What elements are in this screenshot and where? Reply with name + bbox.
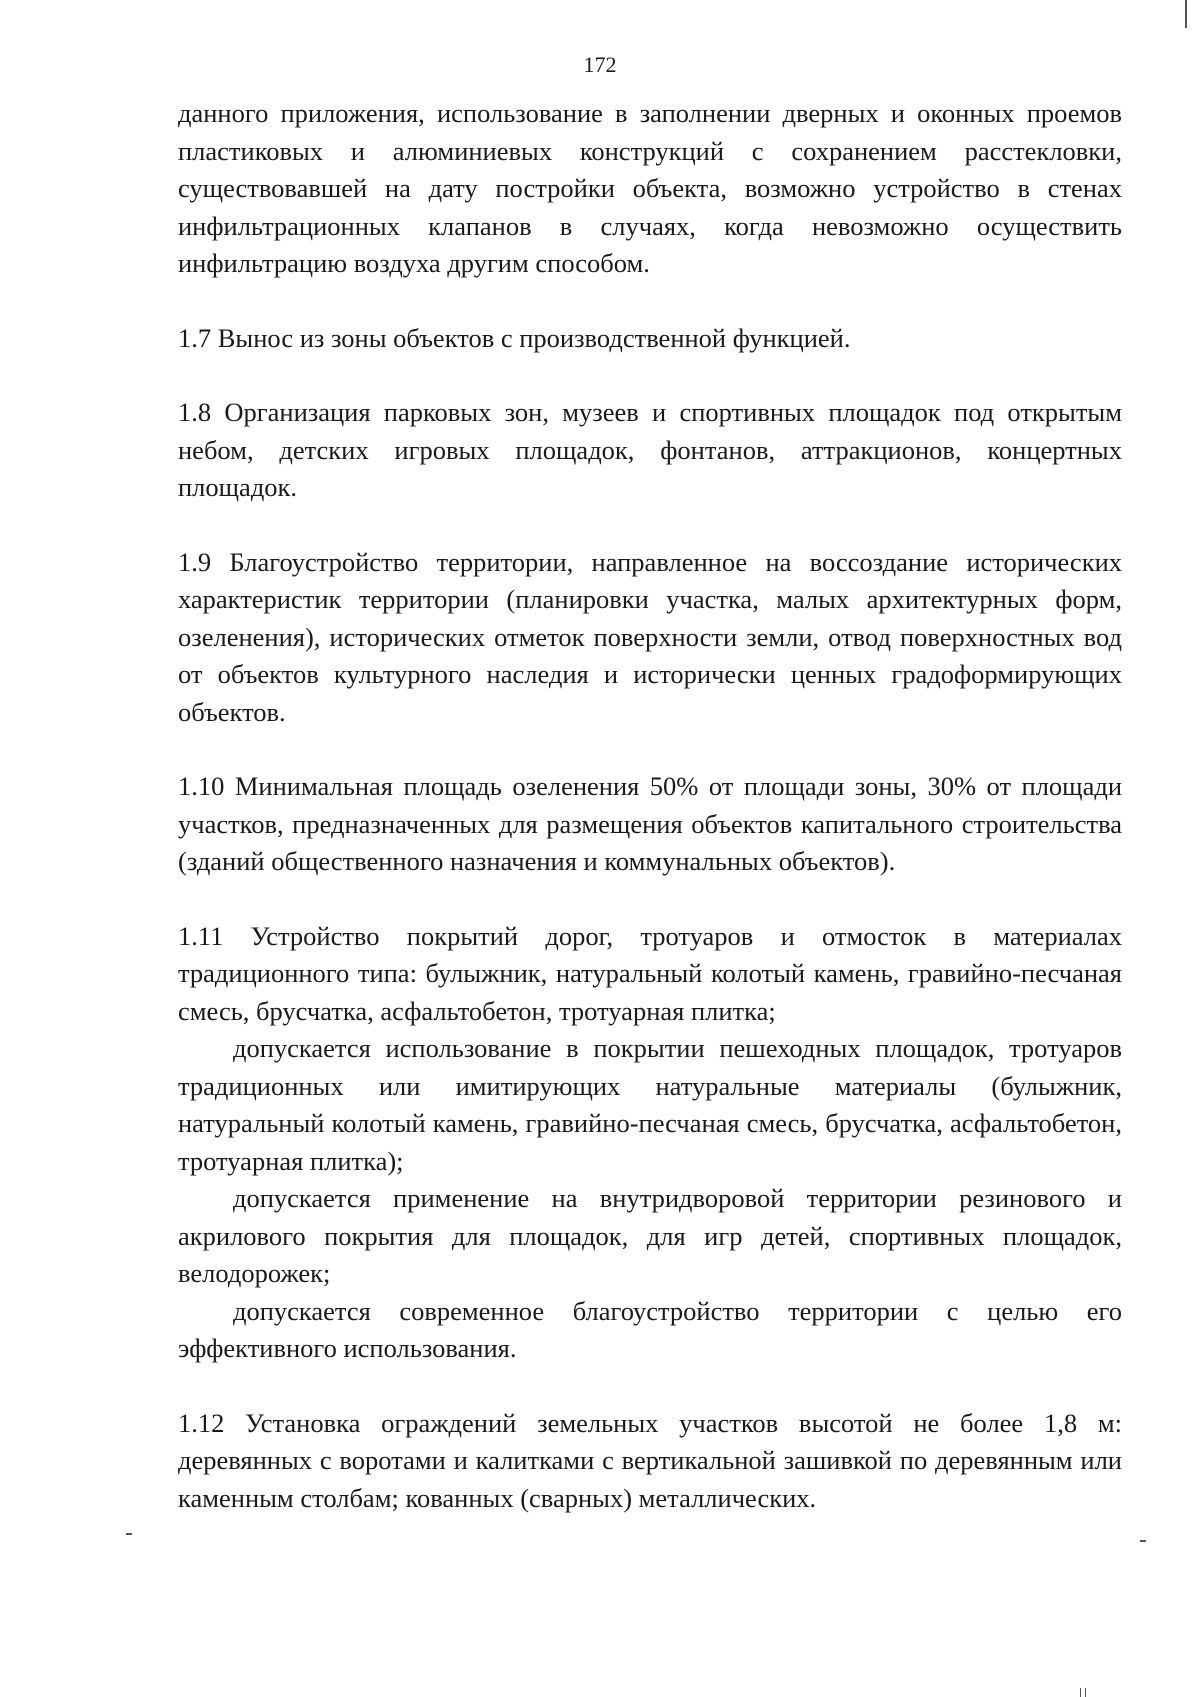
paragraph-1-11-allowance-pedestrian: допускается использование в покрытии пешеходных площадок, тротуаров традиционных или имитирующих натуральные материалы (булыжник, натуральный колотый камень, гравийно-песчаная смесь, брусчатка, асфальтобетон, тротуарная плитка); — [178, 1033, 1122, 1176]
scan-mark-top-right — [1185, 0, 1187, 28]
paragraph-1-11-allowance-rubber: допускается применение на внутридворовой территории резинового и акрилового покрытия для площадок, для игр детей, спортивных площадок, велодорожек; — [178, 1183, 1122, 1288]
scan-mark-bottom-right-2 — [1085, 1688, 1086, 1697]
page-number: 172 — [583, 52, 617, 77]
scan-mark-left — [126, 1533, 132, 1535]
scan-mark-right — [1140, 1540, 1146, 1542]
paragraph-1-10: 1.10 Минимальная площадь озеленения 50% от площади зоны, 30% от площади участков, предназначенных для размещения объектов капитального строительства (зданий общественного назначения и коммунальных объектов). — [178, 771, 1122, 876]
paragraph-1-11-allowance-modern: допускается современное благоустройство территории с целью его эффективного использования. — [178, 1295, 1122, 1363]
document-body — [178, 95, 1122, 1517]
paragraph-1-11: 1.11 Устройство покрытий дорог, тротуаров и отмосток в материалах традиционного типа: булыжник, натуральный колотый камень, гравийно-песчаная смесь, брусчатка, асфальтобетон, тротуарная плитка; — [178, 920, 1122, 1026]
paragraph-continuation: данного приложения, использование в заполнении дверных и оконных проемов пластиковых и алюминиевых конструкций с сохранением расстекловки, существовавшей на дату постройки объекта, возможно устройство в стенах инфильтрационных клапанов в случаях, когда невозможно осуществить инфильтрацию воздуха другим способом. — [178, 98, 1122, 278]
scan-mark-bottom-right — [1080, 1688, 1081, 1697]
paragraph-1-9: 1.9 Благоустройство территории, направленное на воссоздание исторических характеристик территории (планировки участка, малых архитектурных форм, озеленения), исторических отметок поверхности земли, отвод поверхностных вод от объектов культурного наследия и исторически ценных градоформирующих объектов. — [178, 546, 1122, 727]
paragraph-1-12: 1.12 Установка ограждений земельных участков высотой не более 1,8 м: деревянных с воротами и калитками с вертикальной зашивкой по деревянным или каменным столбам; кованных (сварных) металлических. — [178, 1407, 1122, 1513]
paragraph-1-7: 1.7 Вынос из зоны объектов с производственной функцией. — [178, 322, 851, 353]
paragraph-1-8: 1.8 Организация парковых зон, музеев и спортивных площадок под открытым небом, детских игровых площадок, фонтанов, аттракционов, концертных площадок. — [178, 397, 1122, 502]
